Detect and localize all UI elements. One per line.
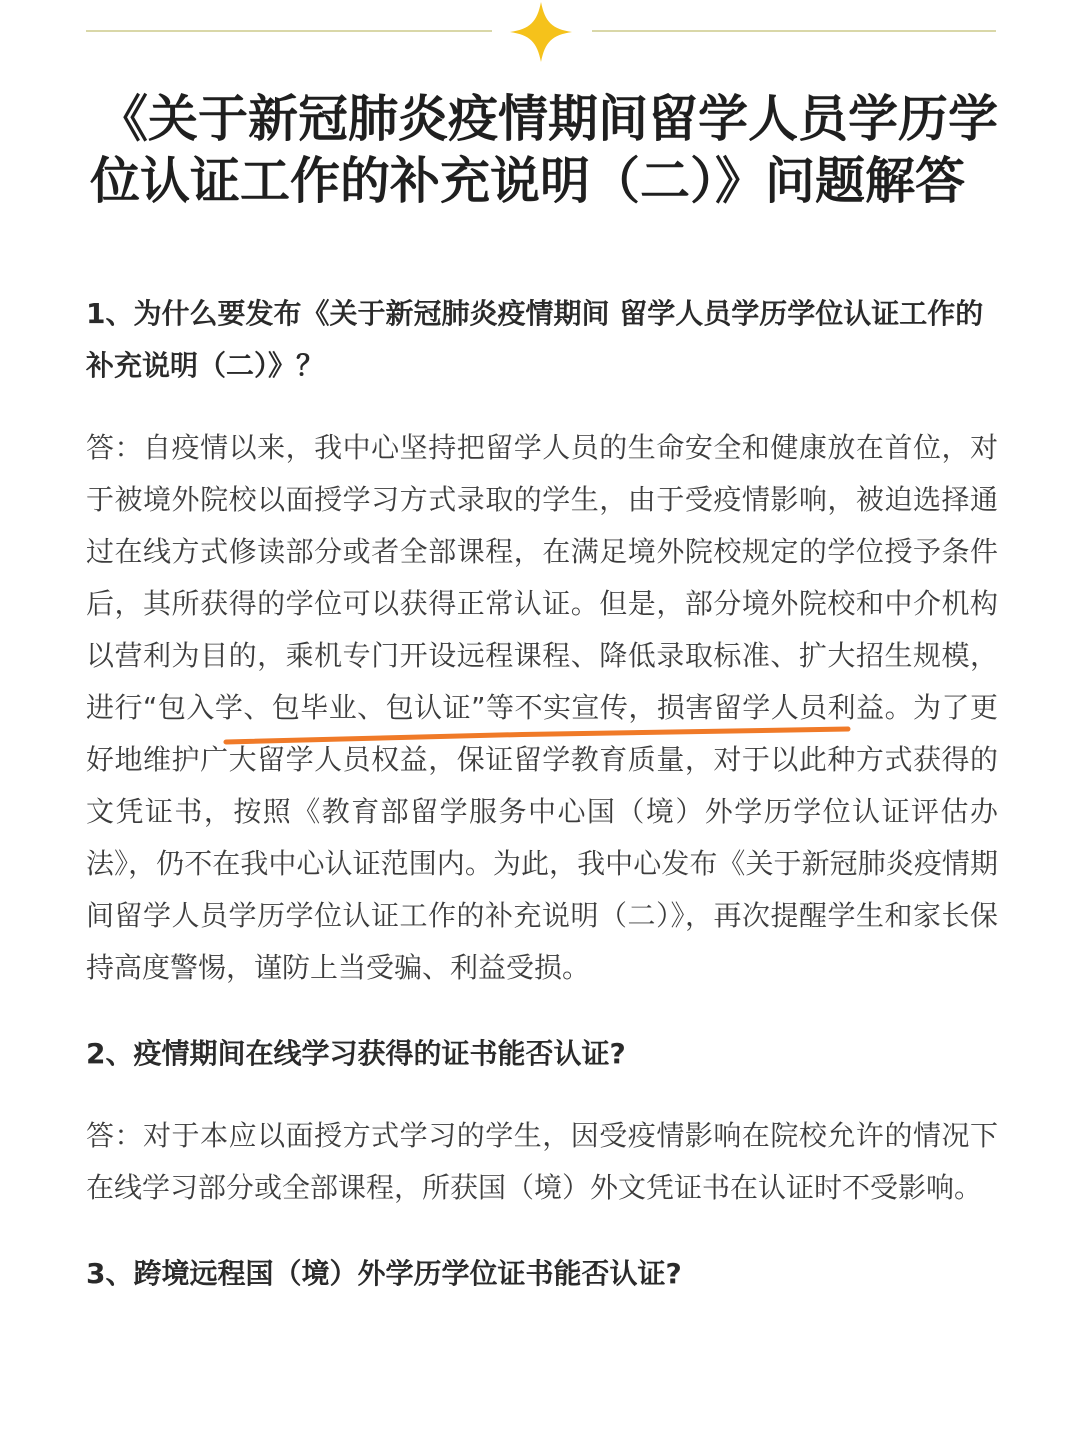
- answer-1-part-1: 答：自疫情以来，我中心坚持把留学人员的生命安全和健康放在首位，对于被境外院校以面授学习方式录取的学生，由于受疫情影响，被迫选择通过在线方式修读部分或者全部课程，在满足境外院校规定的学位授予条件后，其所获得的学位可以获得正常认证。但是，部分境外院校和中介机构以营利为目的，乘机专门开设远程课程、降低录取标准、扩大招生规模，: [86, 431, 998, 672]
- question-2: 2、疫情期间在线学习获得的证书能否认证?: [86, 1037, 626, 1070]
- question-3: 3、跨境远程国（境）外学历学位证书能否认证?: [86, 1257, 682, 1290]
- page-title: 《关于新冠肺炎疫情期间留学人员学历学位认证工作的补充说明（二）》问题解答: [90, 90, 998, 210]
- answer-2: 答：对于本应以面授方式学习的学生，因受疫情影响在院校允许的情况下在线学习部分或全部课程，所获国（境）外文凭证书在认证时不受影响。: [86, 1119, 998, 1204]
- top-divider: [0, 0, 1080, 70]
- article-body: [86, 288, 998, 1300]
- star-ornament-icon: [510, 2, 572, 62]
- answer-1-highlight: 进行“包入学、包毕业、包认证”等不实宣传，: [86, 691, 657, 724]
- answer-1-part-2: 损害留学人员利益。为了更好地维护广大留学人员权益，保证留学教育质量，对于以此种方式获得的文凭证书，按照《教育部留学服务中心国（境）外学历学位认证评估办法》，仍不在我中心认证范围内。为此，我中心发布《关于新冠肺炎疫情期间留学人员学历学位认证工作的补充说明（二）》，再次提醒学生和家长保持高度警惕，谨防上当受骗、利益受损。: [86, 691, 998, 984]
- answer-1: [86, 422, 998, 994]
- question-1: 1、为什么要发布《关于新冠肺炎疫情期间 留学人员学历学位认证工作的补充说明（二）》？: [86, 297, 984, 382]
